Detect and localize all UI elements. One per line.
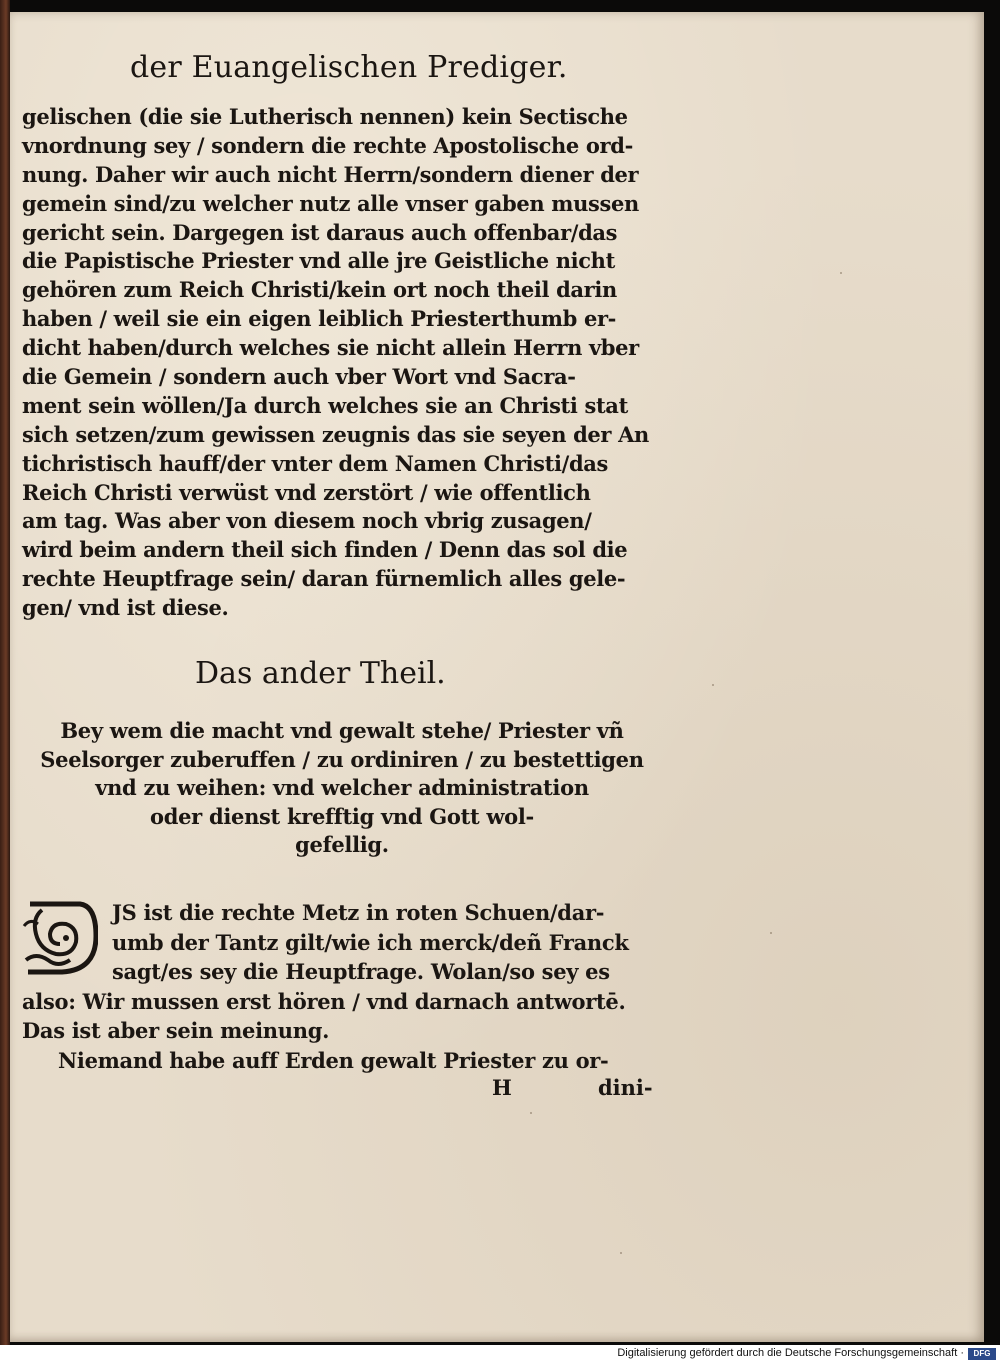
text-line: umb der Tantz gilt/wie ich merck/deñ Franck xyxy=(112,929,629,955)
text-line: gericht sein. Dargegen ist daraus auch offenbar/das xyxy=(22,219,618,245)
text-line: nung. Daher wir auch nicht Herrn/sondern diener der xyxy=(22,161,639,187)
text-line: sagt/es sey die Heuptfrage. Wolan/so sey es xyxy=(112,959,610,984)
text-line: tichristisch hauff/der vnter dem Namen Christi/das xyxy=(22,450,609,476)
question-heading xyxy=(22,717,662,860)
footer-credit: Digitalisierung gefördert durch die Deutsche Forschungsgemeinschaft · xyxy=(617,1347,964,1359)
book-spine-edge xyxy=(0,0,10,1345)
text-line: am tag. Was aber von diesem noch vbrig zusagen/ xyxy=(22,508,592,534)
text-line: gemein sind/zu welcher nutz alle vnser gaben mussen xyxy=(22,190,639,216)
question-line: oder dienst krefftig vnd Gott wol- xyxy=(150,803,534,829)
ornate-initial-d-icon xyxy=(22,898,98,976)
catchword: dini- xyxy=(598,1075,653,1100)
section-heading: Das ander Theil. xyxy=(195,656,446,691)
text-line: dicht haben/durch welches sie nicht allein Herrn vber xyxy=(22,335,639,361)
question-line: Bey wem die macht vnd gewalt stehe/ Priester vñ xyxy=(60,718,624,743)
text-line: JS ist die rechte Metz in roten Schuen/dar- xyxy=(112,900,605,925)
text-line: wird beim andern theil sich finden / Denn das sol die xyxy=(22,537,628,563)
text-line: haben / weil sie ein eigen leiblich Priesterthumb er- xyxy=(22,306,617,332)
paper-speck xyxy=(712,684,714,686)
paper-speck xyxy=(620,1252,622,1254)
running-head: der Euangelischen Prediger. xyxy=(130,50,568,85)
text-line: gelischen (die sie Lutherisch nennen) kein Sectische xyxy=(22,104,628,129)
text-line: ment sein wöllen/Ja durch welches sie an Christi stat xyxy=(22,392,628,418)
text-line: Das ist aber sein meinung. xyxy=(22,1018,330,1043)
signature-mark: H xyxy=(492,1075,512,1100)
dfg-logo: DFG xyxy=(968,1348,996,1360)
text-line: sich setzen/zum gewissen zeugnis das sie seyen der An xyxy=(22,421,649,447)
text-line: rechte Heuptfrage sein/ daran fürnemlich alles gele- xyxy=(22,566,626,592)
question-line: vnd zu weihen: vnd welcher administration xyxy=(95,775,589,801)
paper-speck xyxy=(530,1112,532,1114)
text-line: die Papistische Priester vnd alle jre Geistliche nicht xyxy=(22,248,615,274)
paper-speck xyxy=(840,272,842,274)
footer-strip xyxy=(0,1345,1000,1363)
question-line: gefellig. xyxy=(295,832,389,858)
text-line: die Gemein / sondern auch vber Wort vnd Sacra- xyxy=(22,364,576,390)
question-line: Seelsorger zuberuffen / zu ordiniren / zu bestettigen xyxy=(40,746,644,772)
body-text xyxy=(22,103,649,623)
paper-speck xyxy=(770,932,772,934)
text-line: also: Wir mussen erst hören / vnd darnach antwortē. xyxy=(22,988,626,1014)
catch-row xyxy=(22,1075,662,1105)
text-line: Niemand habe auff Erden gewalt Priester zu or- xyxy=(58,1047,609,1073)
text-line: Reich Christi verwüst vnd zerstört / wie offentlich xyxy=(22,479,591,505)
text-line: gen/ vnd ist diese. xyxy=(22,595,229,621)
paragraph-two xyxy=(22,898,662,1105)
text-line: gehören zum Reich Christi/kein ort noch theil darin xyxy=(22,277,617,303)
text-line: vnordnung sey / sondern die rechte Apostolische ord- xyxy=(22,132,633,158)
